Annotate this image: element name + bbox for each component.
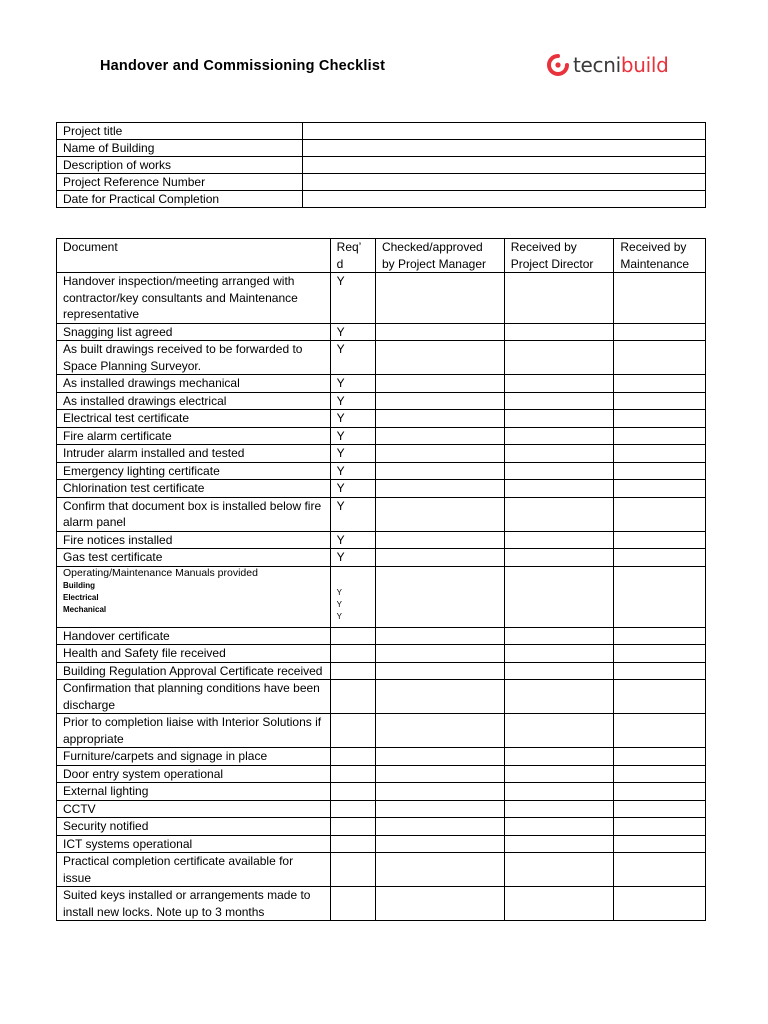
checked-cell[interactable]: [375, 765, 504, 783]
director-cell[interactable]: [504, 800, 614, 818]
checked-cell[interactable]: [375, 835, 504, 853]
checked-cell[interactable]: [375, 566, 504, 627]
project-info-row: [57, 174, 706, 191]
director-cell[interactable]: [504, 427, 614, 445]
checked-cell[interactable]: [375, 531, 504, 549]
logo-text: tecnibuild: [573, 53, 669, 77]
project-info-label: Name of Building: [57, 140, 303, 157]
maintenance-cell[interactable]: [614, 645, 706, 663]
project-info-row: [57, 191, 706, 208]
document-cell: Fire notices installed: [57, 531, 331, 549]
maintenance-cell[interactable]: [614, 783, 706, 801]
checked-cell[interactable]: [375, 645, 504, 663]
document-cell: Fire alarm certificate: [57, 427, 331, 445]
maintenance-cell[interactable]: [614, 462, 706, 480]
project-info-row: [57, 140, 706, 157]
director-cell[interactable]: [504, 853, 614, 887]
document-cell: As built drawings received to be forwarded to Space Planning Surveyor.: [57, 341, 331, 375]
checklist-row: [57, 800, 706, 818]
header-director: Received by Project Director: [504, 239, 614, 273]
required-cell: [330, 853, 375, 887]
document-cell: Handover inspection/meeting arranged with contractor/key consultants and Maintenance representative: [57, 273, 331, 324]
maintenance-cell[interactable]: [614, 765, 706, 783]
checklist-row: [57, 427, 706, 445]
checklist-row: [57, 714, 706, 748]
required-cell: [330, 887, 375, 921]
checklist-row: [57, 531, 706, 549]
required-cell: [330, 627, 375, 645]
maintenance-cell[interactable]: [614, 714, 706, 748]
maintenance-cell[interactable]: [614, 480, 706, 498]
checked-cell[interactable]: [375, 323, 504, 341]
maintenance-cell[interactable]: [614, 531, 706, 549]
required-cell: Y: [330, 497, 375, 531]
required-cell: [330, 818, 375, 836]
director-cell[interactable]: [504, 392, 614, 410]
required-cell: [330, 835, 375, 853]
maintenance-cell[interactable]: [614, 445, 706, 463]
checklist-row: [57, 662, 706, 680]
project-info-label: Project title: [57, 123, 303, 140]
maintenance-cell[interactable]: [614, 818, 706, 836]
checked-cell[interactable]: [375, 462, 504, 480]
director-cell[interactable]: [504, 645, 614, 663]
required-cell: [330, 783, 375, 801]
checked-cell[interactable]: [375, 445, 504, 463]
om-manuals-req: Y: [336, 599, 343, 609]
maintenance-cell[interactable]: [614, 627, 706, 645]
tecnibuild-logo: [547, 52, 669, 78]
checklist-row: [57, 341, 706, 375]
document-cell: Electrical test certificate: [57, 410, 331, 428]
checked-cell[interactable]: [375, 662, 504, 680]
project-info-value[interactable]: [303, 174, 706, 191]
director-cell[interactable]: [504, 341, 614, 375]
document-cell: Confirmation that planning conditions have been discharge: [57, 680, 331, 714]
director-cell[interactable]: [504, 662, 614, 680]
checked-cell[interactable]: [375, 480, 504, 498]
checklist-row: [57, 627, 706, 645]
maintenance-cell[interactable]: [614, 497, 706, 531]
document-cell: Practical completion certificate available for issue: [57, 853, 331, 887]
director-cell[interactable]: [504, 818, 614, 836]
checked-cell[interactable]: [375, 341, 504, 375]
checklist-row: [57, 497, 706, 531]
required-cell: [330, 714, 375, 748]
document-cell: Confirm that document box is installed below fire alarm panel: [57, 497, 331, 531]
om-manuals-sub-item: Building: [63, 580, 95, 590]
required-cell: Y: [330, 427, 375, 445]
tecnibuild-logo-icon: [547, 54, 569, 76]
checklist-header-row: [57, 239, 706, 273]
director-cell[interactable]: [504, 627, 614, 645]
director-cell[interactable]: [504, 410, 614, 428]
maintenance-cell[interactable]: [614, 853, 706, 887]
checklist-row: [57, 273, 706, 324]
checklist-row: [57, 645, 706, 663]
maintenance-cell[interactable]: [614, 835, 706, 853]
checked-cell[interactable]: [375, 392, 504, 410]
required-cell: Y: [330, 341, 375, 375]
required-cell: Y: [330, 462, 375, 480]
project-info-label: Description of works: [57, 157, 303, 174]
project-info-label: Project Reference Number: [57, 174, 303, 191]
director-cell[interactable]: [504, 680, 614, 714]
checked-cell[interactable]: [375, 887, 504, 921]
checklist-row-om-manuals: [57, 566, 706, 627]
director-cell[interactable]: [504, 497, 614, 531]
checked-cell[interactable]: [375, 714, 504, 748]
checklist-row: [57, 375, 706, 393]
checklist-row: [57, 480, 706, 498]
checked-cell[interactable]: [375, 818, 504, 836]
director-cell[interactable]: [504, 714, 614, 748]
document-cell: ICT systems operational: [57, 835, 331, 853]
project-info-value[interactable]: [303, 191, 706, 208]
required-cell: Y: [330, 445, 375, 463]
required-cell: Y: [330, 410, 375, 428]
required-cell: [330, 800, 375, 818]
maintenance-cell[interactable]: [614, 341, 706, 375]
checklist-row: [57, 818, 706, 836]
maintenance-cell[interactable]: [614, 392, 706, 410]
required-cell: Y: [330, 323, 375, 341]
maintenance-cell[interactable]: [614, 375, 706, 393]
required-cell: Y: [330, 375, 375, 393]
checklist-row: [57, 445, 706, 463]
checked-cell[interactable]: [375, 800, 504, 818]
maintenance-cell[interactable]: [614, 549, 706, 567]
checklist-row: [57, 680, 706, 714]
director-cell[interactable]: [504, 273, 614, 324]
required-cell: Y: [330, 273, 375, 324]
project-info-value[interactable]: [303, 123, 706, 140]
om-manuals-req: Y: [336, 587, 343, 597]
om-manuals-label: Operating/Maintenance Manuals provided: [63, 566, 258, 579]
om-manuals-sub-item: Mechanical: [63, 604, 107, 614]
document-cell: Health and Safety file received: [57, 645, 331, 663]
required-cell: Y: [330, 531, 375, 549]
required-cell: [330, 566, 375, 627]
document-cell: Emergency lighting certificate: [57, 462, 331, 480]
project-info-table: [56, 122, 706, 208]
document-cell: Furniture/carpets and signage in place: [57, 748, 331, 766]
director-cell[interactable]: [504, 765, 614, 783]
header-checked: Checked/approved by Project Manager: [375, 239, 504, 273]
checklist-row: [57, 887, 706, 921]
checklist-row: [57, 410, 706, 428]
required-cell: Y: [330, 480, 375, 498]
director-cell[interactable]: [504, 835, 614, 853]
project-info-value[interactable]: [303, 157, 706, 174]
document-cell: Suited keys installed or arrangements made to install new locks. Note up to 3 months: [57, 887, 331, 921]
checklist-row: [57, 462, 706, 480]
checked-cell[interactable]: [375, 427, 504, 445]
director-cell[interactable]: [504, 323, 614, 341]
director-cell[interactable]: [504, 462, 614, 480]
checklist-row: [57, 323, 706, 341]
om-manuals-sub-item: Electrical: [63, 592, 99, 602]
checked-cell[interactable]: [375, 853, 504, 887]
checked-cell[interactable]: [375, 273, 504, 324]
required-cell: Y: [330, 549, 375, 567]
required-cell: [330, 645, 375, 663]
document-cell: Security notified: [57, 818, 331, 836]
document-cell: Building Regulation Approval Certificate received: [57, 662, 331, 680]
document-cell: Gas test certificate: [57, 549, 331, 567]
director-cell[interactable]: [504, 887, 614, 921]
header-document: Document: [57, 239, 331, 273]
header-maintenance: Received by Maintenance: [614, 239, 706, 273]
checklist-row: [57, 853, 706, 887]
document-cell: Snagging list agreed: [57, 323, 331, 341]
om-manuals-req: Y: [336, 611, 343, 621]
required-cell: [330, 680, 375, 714]
document-cell: Intruder alarm installed and tested: [57, 445, 331, 463]
header-required: Req’ d: [330, 239, 375, 273]
project-info-row: [57, 123, 706, 140]
document-cell: Handover certificate: [57, 627, 331, 645]
maintenance-cell[interactable]: [614, 273, 706, 324]
checklist-row: [57, 765, 706, 783]
checked-cell[interactable]: [375, 783, 504, 801]
document-cell: CCTV: [57, 800, 331, 818]
checklist-row: [57, 392, 706, 410]
director-cell[interactable]: [504, 480, 614, 498]
maintenance-cell[interactable]: [614, 748, 706, 766]
document-cell: [57, 566, 331, 627]
maintenance-cell[interactable]: [614, 680, 706, 714]
maintenance-cell[interactable]: [614, 662, 706, 680]
project-info-row: [57, 157, 706, 174]
checklist-row: [57, 748, 706, 766]
checked-cell[interactable]: [375, 375, 504, 393]
checklist-row: [57, 549, 706, 567]
checked-cell[interactable]: [375, 497, 504, 531]
required-cell: [330, 662, 375, 680]
handover-checklist-table: [56, 238, 706, 921]
required-cell: [330, 765, 375, 783]
document-cell: Chlorination test certificate: [57, 480, 331, 498]
maintenance-cell[interactable]: [614, 323, 706, 341]
checked-cell[interactable]: [375, 680, 504, 714]
checklist-row: [57, 835, 706, 853]
required-cell: [330, 748, 375, 766]
director-cell[interactable]: [504, 748, 614, 766]
document-cell: As installed drawings mechanical: [57, 375, 331, 393]
document-cell: Door entry system operational: [57, 765, 331, 783]
maintenance-cell[interactable]: [614, 566, 706, 627]
director-cell[interactable]: [504, 531, 614, 549]
project-info-value[interactable]: [303, 140, 706, 157]
checklist-row: [57, 783, 706, 801]
required-cell: Y: [330, 392, 375, 410]
document-cell: As installed drawings electrical: [57, 392, 331, 410]
checked-cell[interactable]: [375, 549, 504, 567]
project-info-label: Date for Practical Completion: [57, 191, 303, 208]
document-cell: External lighting: [57, 783, 331, 801]
checked-cell[interactable]: [375, 627, 504, 645]
maintenance-cell[interactable]: [614, 427, 706, 445]
maintenance-cell[interactable]: [614, 410, 706, 428]
maintenance-cell[interactable]: [614, 887, 706, 921]
director-cell[interactable]: [504, 549, 614, 567]
director-cell[interactable]: [504, 566, 614, 627]
director-cell[interactable]: [504, 375, 614, 393]
checked-cell[interactable]: [375, 410, 504, 428]
director-cell[interactable]: [504, 445, 614, 463]
maintenance-cell[interactable]: [614, 800, 706, 818]
checked-cell[interactable]: [375, 748, 504, 766]
director-cell[interactable]: [504, 783, 614, 801]
page-title: Handover and Commissioning Checklist: [100, 58, 386, 74]
document-cell: Prior to completion liaise with Interior Solutions if appropriate: [57, 714, 331, 748]
